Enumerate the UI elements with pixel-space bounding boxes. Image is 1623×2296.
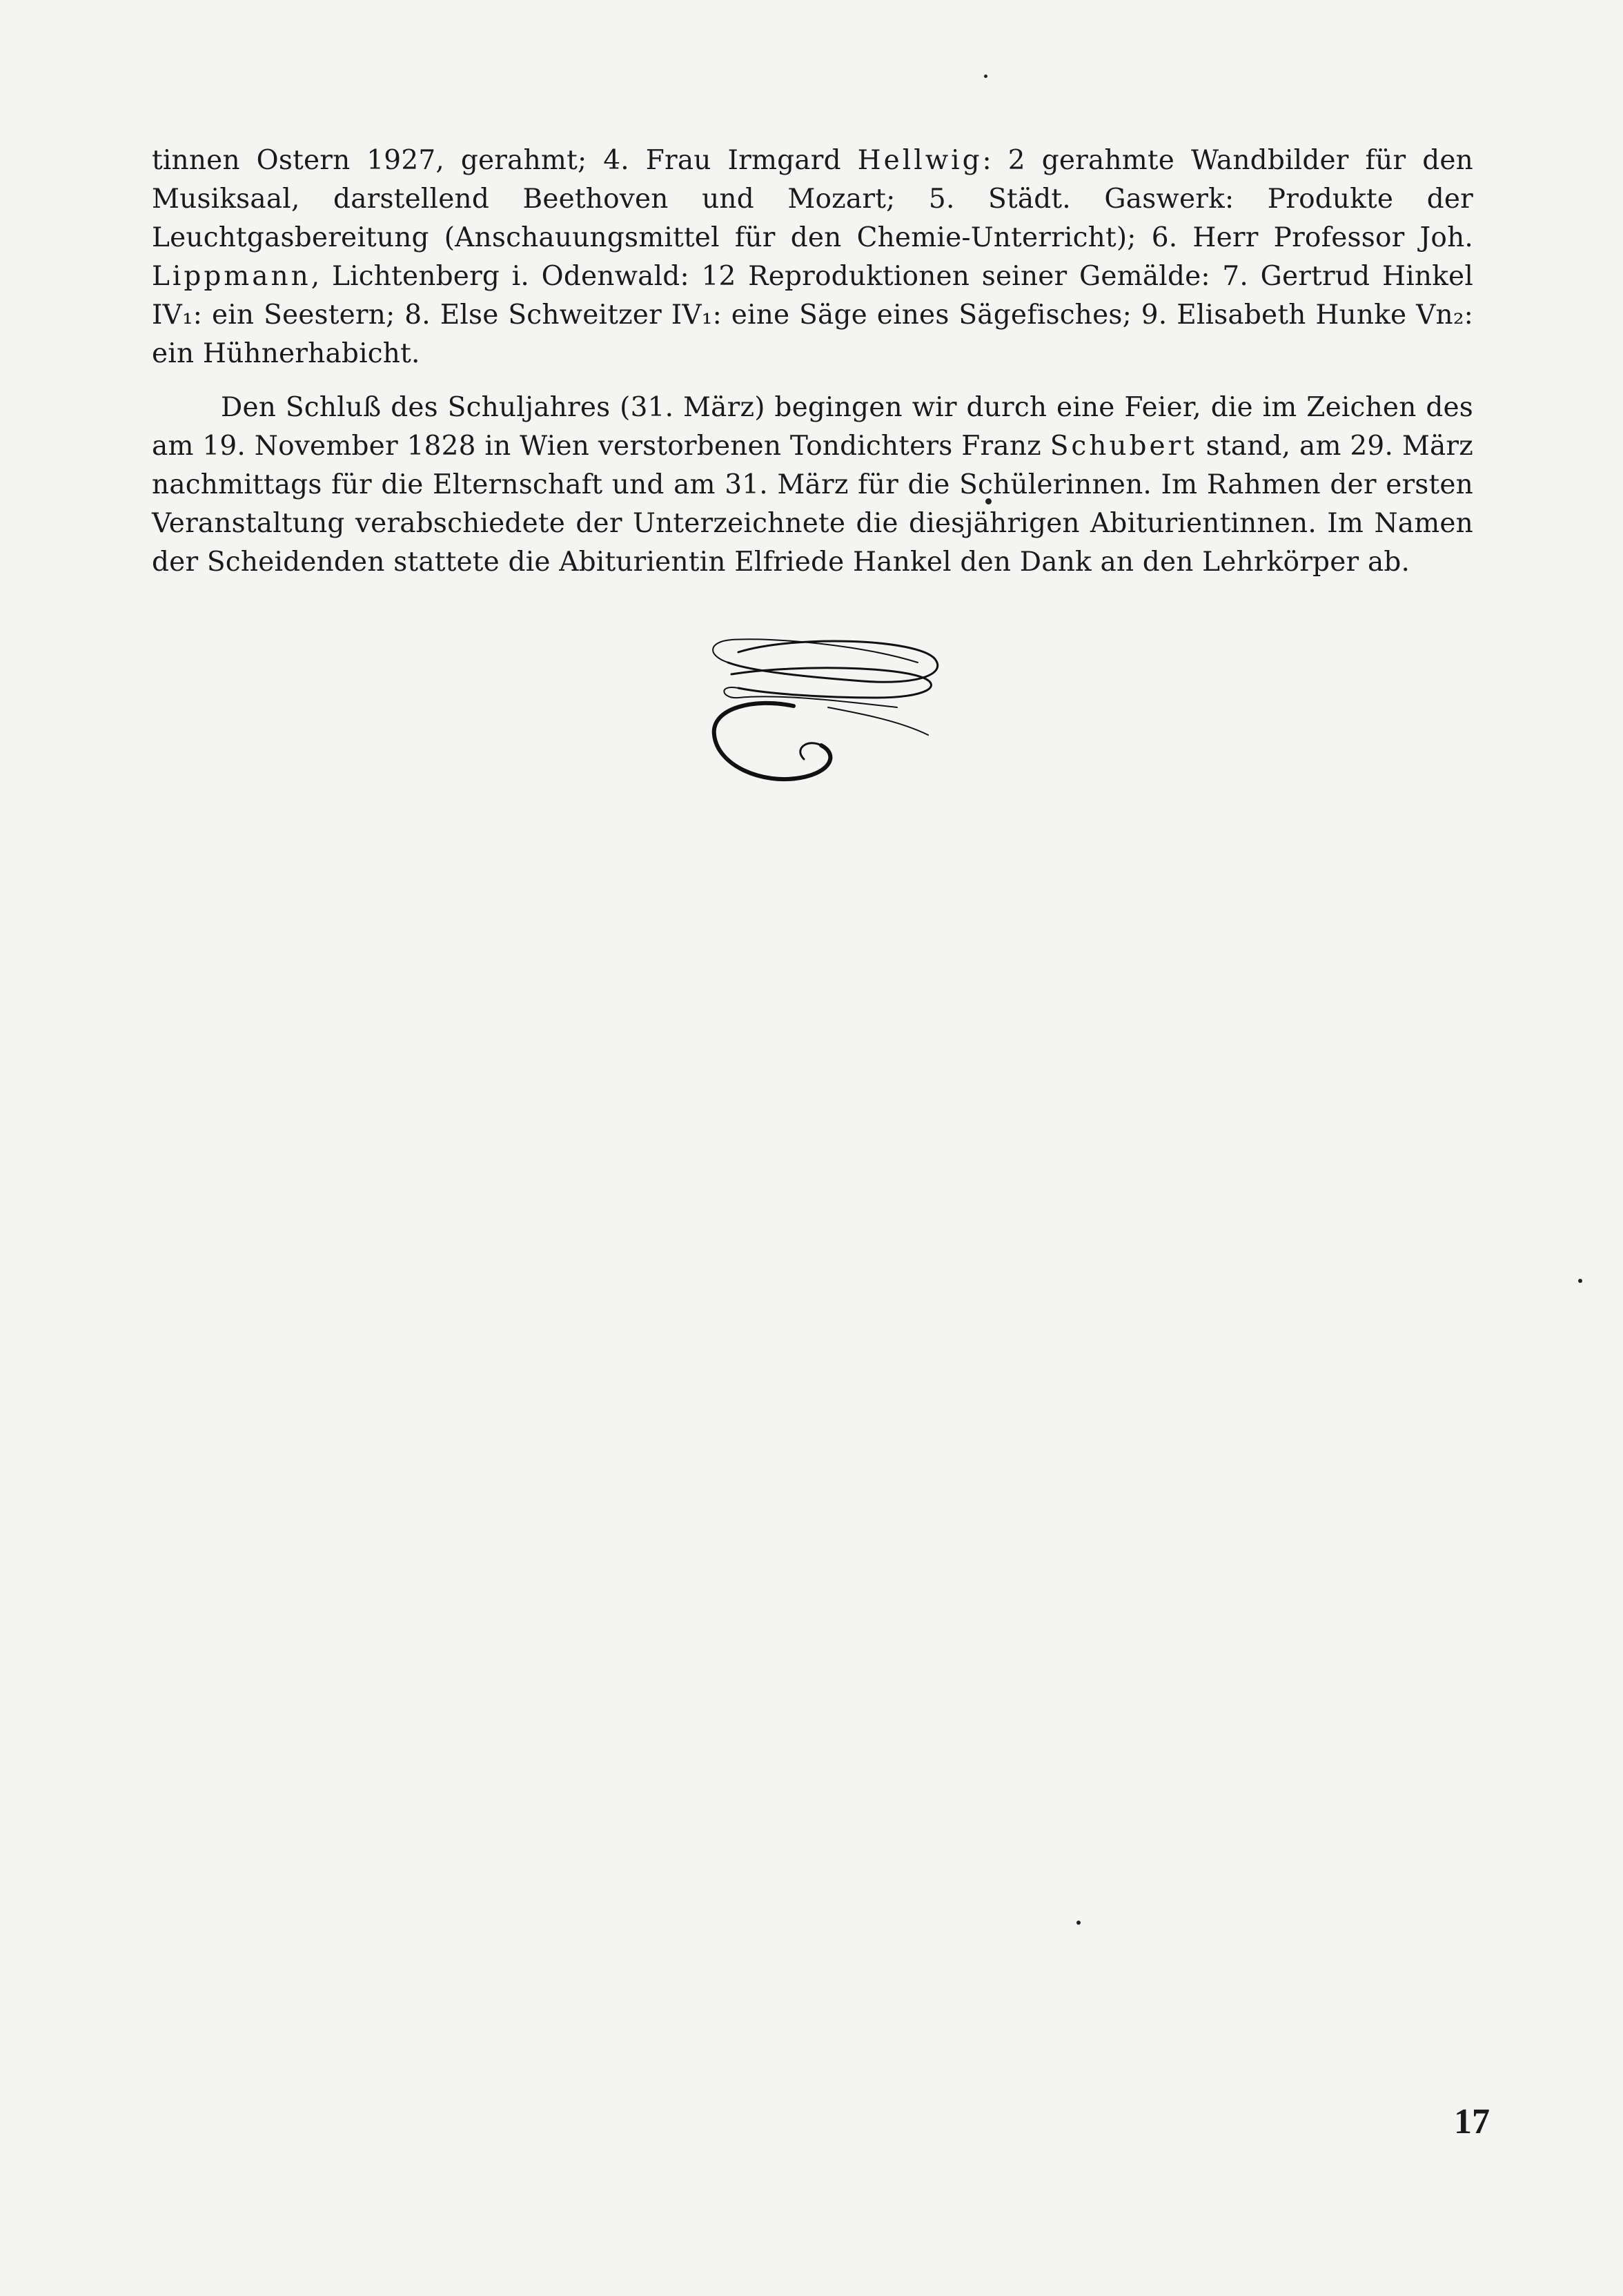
scan-speck <box>1578 1279 1582 1283</box>
calligraphic-flourish-icon <box>690 631 952 783</box>
text-run: Den Schluß des Schuljahres (31. März) begingen wir durch eine Feier, die im Zeichen des am 19. November 1828 in Wien verstorbenen Tondichters Franz <box>152 392 1473 462</box>
scan-speck <box>1076 1921 1081 1925</box>
text-run: : 2 gerahmte Wandbilder für den Musiksaal, darstellend Beethoven und Mozart; 5. Städt. Gaswerk: Produkte der Leuchtgasbereitung (Anschauungsmittel für den Chemie-Unterricht); 6. Herr Professor Joh. <box>152 145 1473 253</box>
spaced-name: Schubert <box>1050 431 1197 462</box>
body-text <box>152 141 1473 582</box>
paragraph-closing-ceremony <box>152 389 1473 582</box>
scan-speck <box>984 75 987 78</box>
text-run: stand, am 29. März nachmittags für die Elternschaft und am 31. März für die Schülerinnen. Im Rahmen der ersten Veranstaltung verabschiedete der Unterzeichnete die diesjährigen Abiturientinnen. Im Namen der Scheidenden stattete die Abiturientin Elfriede Hankel den Dank an den Lehrkörper ab. <box>152 431 1473 578</box>
spaced-name: Hellwig <box>857 145 983 176</box>
text-run: , Lichtenberg i. Odenwald: 12 Reproduktionen seiner Gemälde: 7. Gertrud Hinkel IV₁: ein Seestern; 8. Else Schweitzer IV₁: eine Säge eines Sägefisches; 9. Elisabeth Hunke Vn₂: ein Hühnerhabicht. <box>152 261 1473 369</box>
text-run: tinnen Ostern 1927, gerahmt; 4. Frau Irmgard <box>152 145 858 176</box>
paragraph-donations <box>152 141 1473 373</box>
spaced-name: Lippmann <box>152 261 311 292</box>
page-number: 17 <box>1454 2102 1490 2141</box>
